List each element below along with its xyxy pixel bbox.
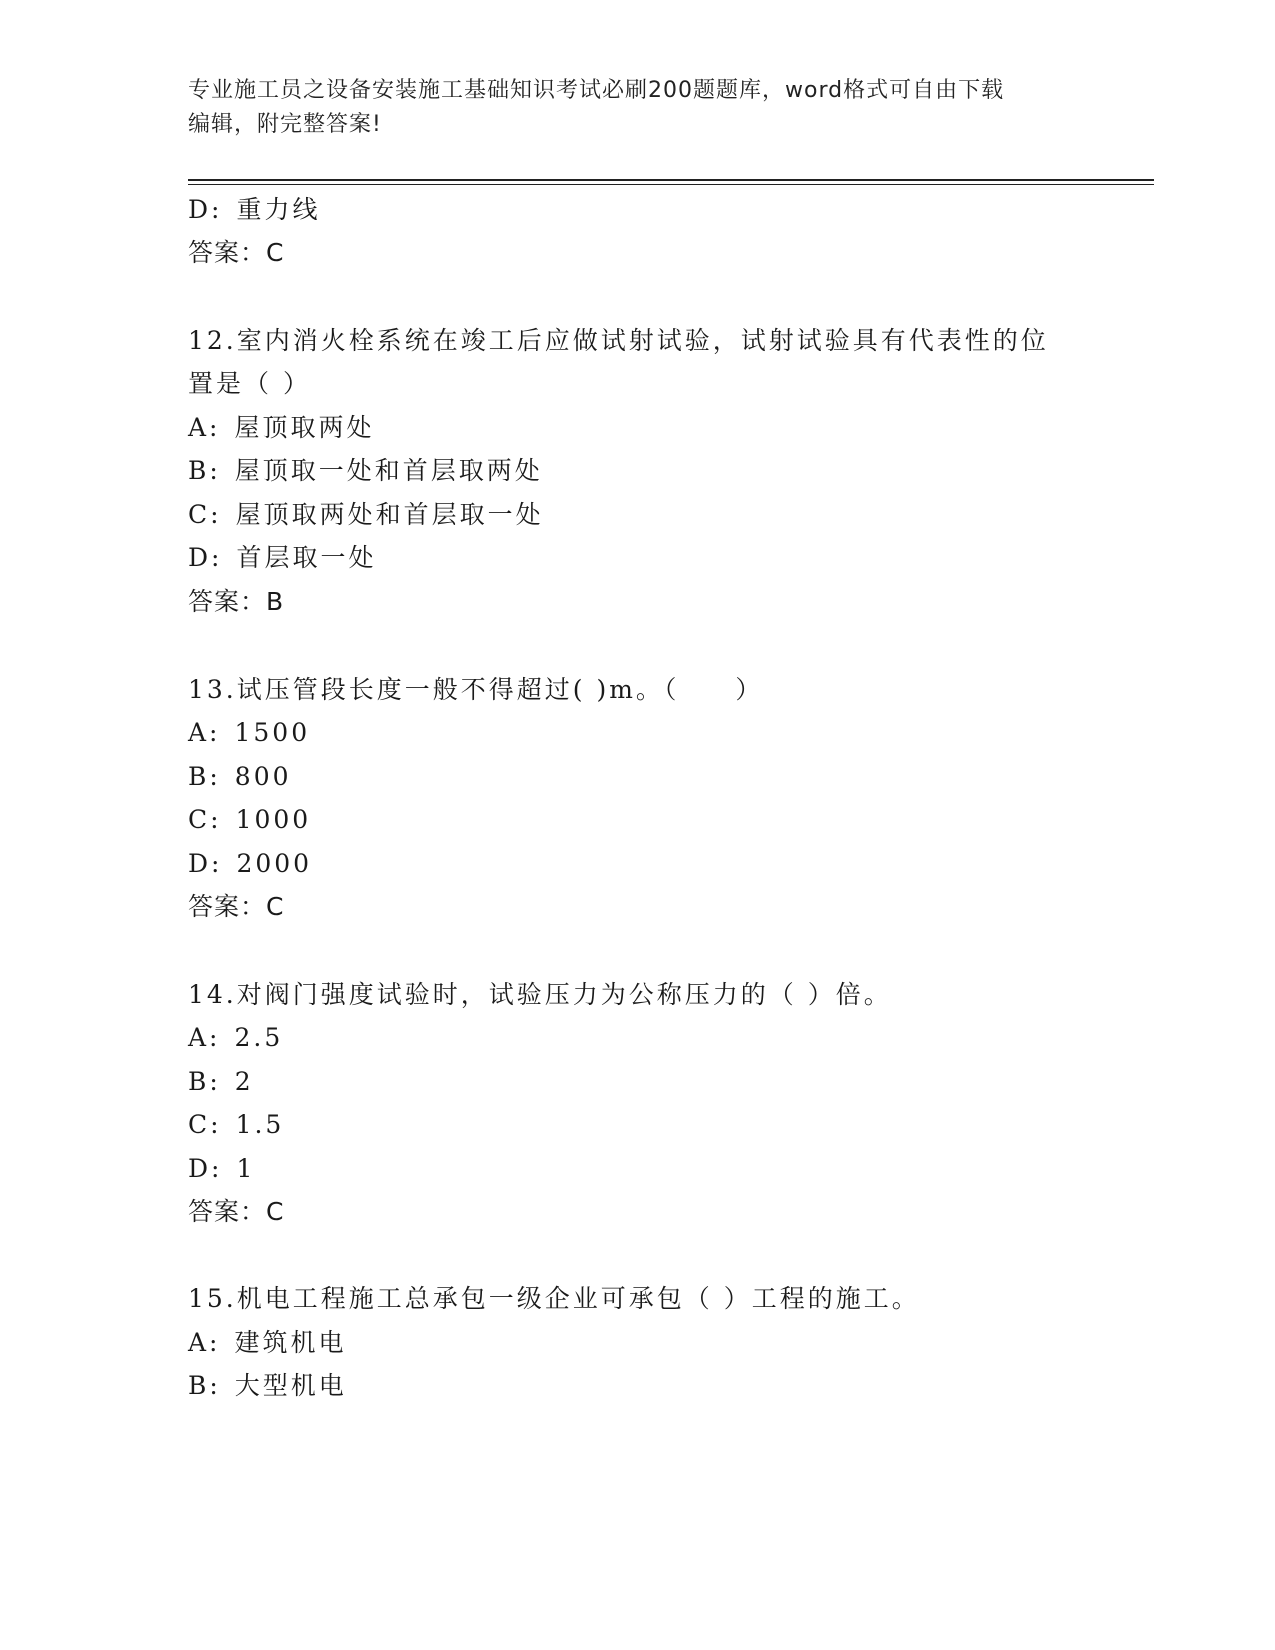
q13-option-b [188,761,292,793]
header-rule-thick [188,179,1154,181]
q12-option-c [188,499,544,531]
q15-option-a [188,1327,347,1359]
option-key: D: [188,849,223,878]
option-text: 2.5 [234,1023,284,1052]
option-text: 首层取一处 [236,543,377,572]
option-key: C: [188,500,222,529]
option-text: 建筑机电 [234,1328,347,1357]
option-text: 屋顶取一处和首层取两处 [234,456,543,485]
option-text: 2000 [236,849,313,878]
q13-stem: 13.试压管段长度一般不得超过( )m。（ ） [188,675,764,704]
option-text: 1500 [234,718,311,747]
header-rule-thin [188,184,1154,185]
option-key: D: [188,543,223,572]
q13-answer: 答案：C [188,892,285,921]
q13-option-a [188,717,310,749]
q14-option-c [188,1109,284,1141]
option-key: D: [188,195,223,224]
q12-option-b [188,455,543,487]
q11-option-d [188,194,320,226]
option-key: C: [188,1110,222,1139]
q12-option-d [188,542,376,574]
q14-stem: 14.对阀门强度试验时，试验压力为公称压力的（ ）倍。 [188,980,892,1009]
option-text: 屋顶取两处和首层取一处 [235,500,544,529]
q14-option-d [188,1153,255,1185]
header-line-1: 专业施工员之设备安装施工基础知识考试必刷200题题库，word格式可自由下载 [188,78,1005,103]
option-key: A: [188,718,221,747]
option-text: 2 [234,1067,254,1096]
option-key: A: [188,1023,221,1052]
q13-option-d [188,848,312,880]
option-text: 1 [236,1154,256,1183]
q14-option-a [188,1022,283,1054]
option-text: 800 [234,762,292,791]
q15-option-b [188,1370,347,1402]
option-text: 1000 [235,805,312,834]
option-key: C: [188,805,222,834]
header-line-2: 编辑，附完整答案! [188,112,382,137]
option-key: A: [188,413,221,442]
option-key: B: [188,762,221,791]
q14-option-b [188,1066,254,1098]
option-key: B: [188,1371,221,1400]
option-text: 屋顶取两处 [234,413,375,442]
q12-stem-line-2: 置是（ ） [188,369,311,398]
option-key: D: [188,1154,223,1183]
option-text: 重力线 [236,195,321,224]
option-text: 大型机电 [234,1371,347,1400]
q12-answer: 答案：B [188,587,285,616]
q15-stem: 15.机电工程施工总承包一级企业可承包（ ）工程的施工。 [188,1284,920,1313]
option-text: 1.5 [235,1110,285,1139]
q12-option-a [188,412,375,444]
q14-answer: 答案：C [188,1197,285,1226]
option-key: B: [188,1067,221,1096]
q11-answer: 答案：C [188,238,285,267]
q13-option-c [188,804,311,836]
q12-stem-line-1: 12.室内消火栓系统在竣工后应做试射试验，试射试验具有代表性的位 [188,326,1049,355]
option-key: B: [188,456,221,485]
document-header [188,74,1088,142]
option-key: A: [188,1328,221,1357]
